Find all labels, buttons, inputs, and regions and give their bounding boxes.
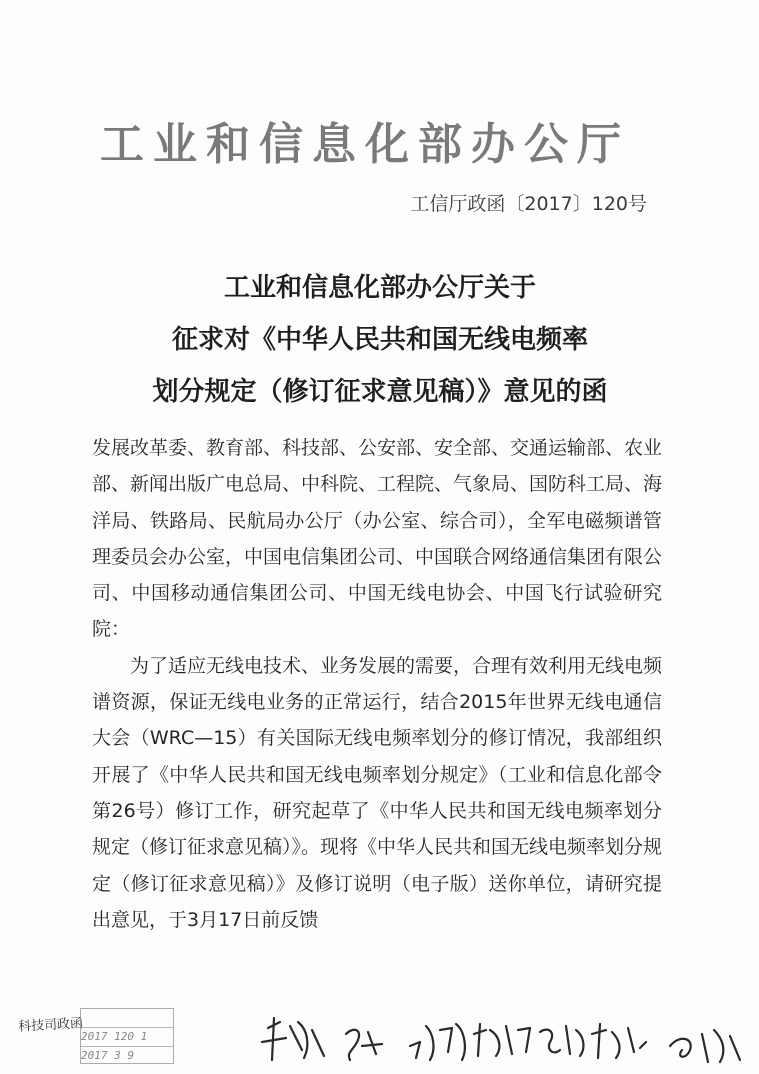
title-line-2: 征求对《中华人民共和国无线电频率 [171,325,588,355]
document-title [80,262,680,418]
stamp-row-header [81,1009,173,1028]
document-body [92,430,662,938]
issuing-organization: 工业和信息化部办公厅 [100,119,630,170]
receipt-stamp-label: 科技司政函 [17,1016,84,1035]
title-line-3: 划分规定（修订征求意见稿）》意见的函 [152,377,608,407]
body-paragraph-1: 为了适应无线电技术、业务发展的需要，合理有效利用无线电频谱资源，保证无线电业务的正常运行，结合2015年世界无线电通信大会（WRC—15）有关国际无线电频率划分的修订情况，我部组织开展了《中华人民共和国无线电频率划分规定》（工业和信息化部令第26号）修订工作，研究起草了《中华人民共和国无线电频率划分规定（修订征求意见稿）》。现将《中华人民共和国无线电频率划分规定（修订征求意见稿）》及修订说明（电子版）送你单位，请研究提出意见，于3月17日前反馈 [92,654,663,931]
addressee-list: 发展改革委、教育部、科技部、公安部、安全部、交通运输部、农业部、新闻出版广电总局、中科院、工程院、气象局、国防科工局、海洋局、铁路局、民航局办公厅（办公室、综合司），全军电磁频谱管理委员会办公室，中国电信集团公司、中国联合网络通信集团有限公司、中国移动通信集团公司、中国无线电协会、中国飞行试验研究院： [92,437,663,641]
stamp-number: 2017 120 1 [81,1028,173,1047]
receipt-stamp [18,1004,168,1066]
title-line-1: 工业和信息化部办公厅关于 [223,273,536,303]
stamp-date: 2017 3 9 [81,1049,134,1062]
receipt-stamp-box [80,1008,174,1064]
document-number: 工信厅政函〔2017〕120号 [410,193,647,215]
handwritten-annotation [250,990,750,1074]
